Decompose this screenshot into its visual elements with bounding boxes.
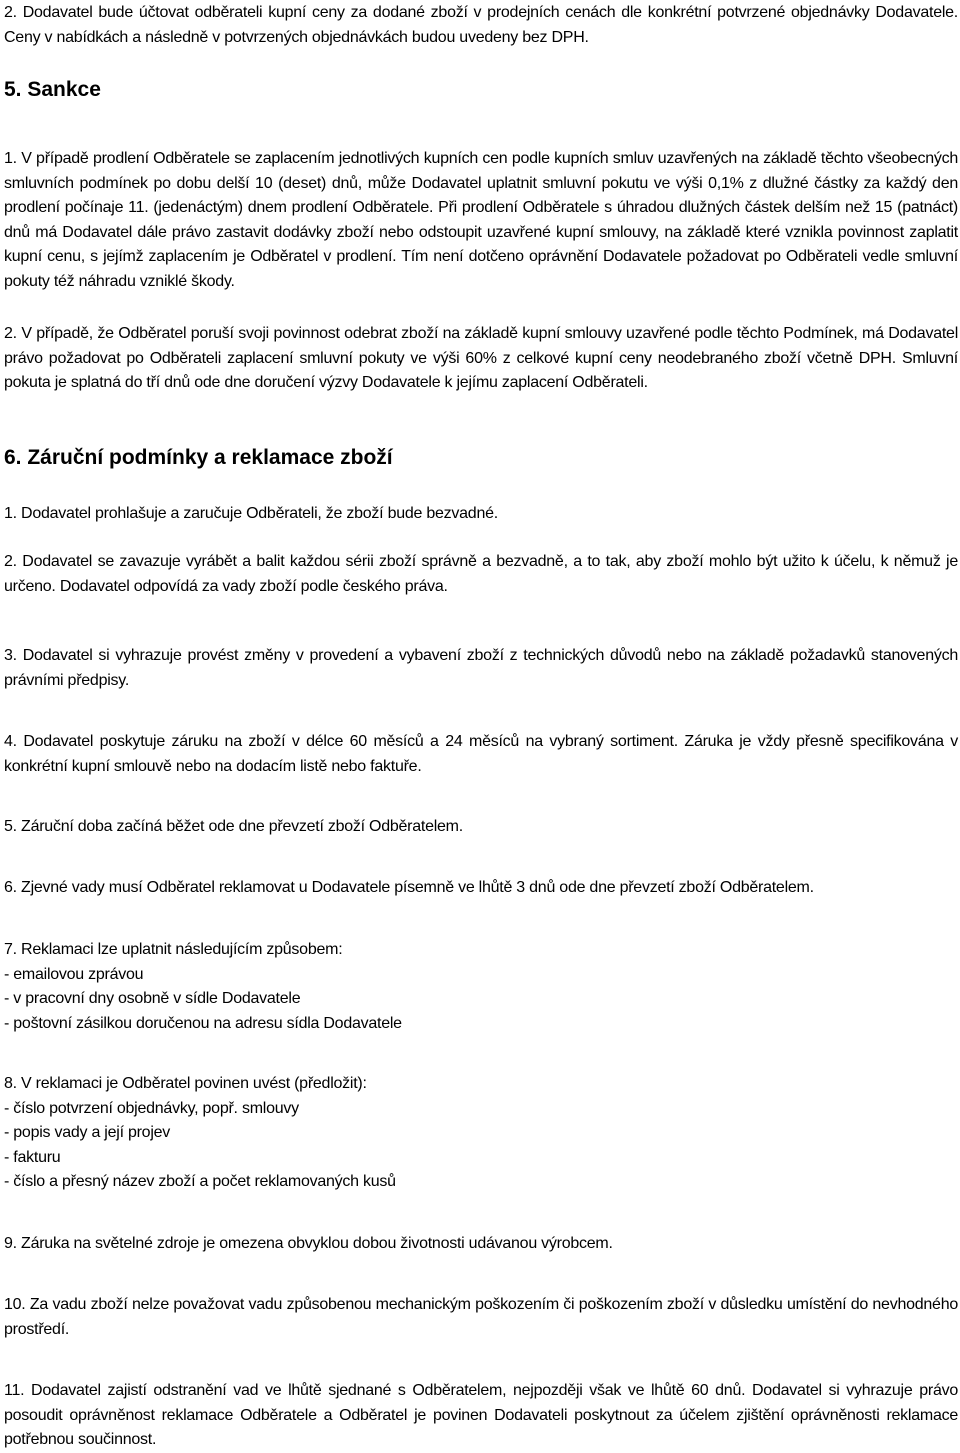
- paragraph-warranty-4: 4. Dodavatel poskytuje záruku na zboží v délce 60 měsíců a 24 měsíců na vybraný sortiment. Záruka je vždy přesně specifikována v konkrétní kupní smlouvě nebo na dodacím listě nebo faktuře.: [4, 733, 958, 775]
- heading-sanctions: 5. Sankce: [4, 78, 101, 101]
- paragraph-warranty-6: 6. Zjevné vady musí Odběratel reklamovat u Dodavatele písemně ve lhůtě 3 dnů ode dne převzetí zboží Odběratelem.: [4, 879, 814, 896]
- paragraph-pricing: 2. Dodavatel bude účtovat odběrateli kupní ceny za dodané zboží v prodejních cenách dle konkrétní potvrzené objednávky Dodavatele. Ceny v nabídkách a následně v potvrzených objednávkách budou uvedeny bez DPH.: [4, 4, 958, 46]
- list-item: - fakturu: [4, 1148, 61, 1166]
- list-item: - poštovní zásilkou doručenou na adresu sídla Dodavatele: [4, 1014, 402, 1032]
- paragraph-warranty-1: 1. Dodavatel prohlašuje a zaručuje Odběrateli, že zboží bude bezvadné.: [4, 505, 498, 522]
- paragraph-sanctions-2: 2. V případě, že Odběratel poruší svoji povinnost odebrat zboží na základě kupní smlouvy uzavřené podle těchto Podmínek, má Dodavatel právo požadovat po Odběrateli zaplacení smluvní pokuty ve výši 60% z celkové kupní ceny neodebraného zboží včetně DPH. Smluvní pokuta je splatná do tří dnů ode dne doručení výzvy Dodavatele k jejímu zaplacení Odběrateli.: [4, 325, 958, 391]
- paragraph-warranty-8: [4, 1072, 958, 1195]
- paragraph-warranty-10: 10. Za vadu zboží nelze považovat vadu způsobenou mechanickým poškozením či poškozením zboží v důsledku umístění do nevhodného prostředí.: [4, 1296, 958, 1338]
- heading-warranty: 6. Záruční podmínky a reklamace zboží: [4, 446, 393, 469]
- paragraph-warranty-5: 5. Záruční doba začíná běžet ode dne převzetí zboží Odběratelem.: [4, 818, 463, 835]
- list-item: - číslo a přesný název zboží a počet reklamovaných kusů: [4, 1173, 396, 1190]
- paragraph-sanctions-1: 1. V případě prodlení Odběratele se zaplacením jednotlivých kupních cen podle kupních smluv uzavřených na základě těchto všeobecných smluvních podmínek po dobu delší 10 (deset) dnů, může Dodavatel uplatnit smluvní pokutu ve výši 0,1% z dlužné částky za každý den prodlení počínaje 11. (jedenáctým) dnem prodlení Odběratele. Při prodlení Odběratele s úhradou dlužných částek delším než 15 (patnáct) dnů má Dodavatel dále právo zastavit dodávky zboží nebo odstoupit uzavřené kupní smlouvy, na základě které vznikla povinnost zaplatit kupní cenu, s jejímž zaplacením je Odběratel v prodlení. Tím není dotčeno oprávnění Dodavatele požadovat po Odběrateli vedle smluvní pokuty též náhradu vzniklé škody.: [4, 150, 958, 290]
- list-item: - emailovou zprávou: [4, 965, 144, 983]
- list-item: - v pracovní dny osobně v sídle Dodavatele: [4, 990, 301, 1007]
- paragraph-warranty-2: 2. Dodavatel se zavazuje vyrábět a balit každou sérii zboží správně a bezvadně, a to tak, aby zboží mohlo být užito k účelu, k němuž je určeno. Dodavatel odpovídá za vady zboží podle českého práva.: [4, 553, 958, 595]
- list-item: - popis vady a její projev: [4, 1124, 171, 1141]
- list-item: - číslo potvrzení objednávky, popř. smlouvy: [4, 1099, 299, 1117]
- list-lead: 7. Reklamaci lze uplatnit následujícím způsobem:: [4, 941, 343, 958]
- paragraph-warranty-11: 11. Dodavatel zajistí odstranění vad ve lhůtě sjednané s Odběratelem, nejpozději však ve lhůtě 60 dnů. Dodavatel si vyhrazuje právo posoudit oprávněnost reklamace Odběratele a Odběratel je povinen Dodavateli poskytnout za účelem zjištění oprávněnosti reklamace potřebnou součinnost.: [4, 1382, 958, 1448]
- paragraph-warranty-7: [4, 938, 958, 1036]
- paragraph-warranty-3: 3. Dodavatel si vyhrazuje provést změny v provedení a vybavení zboží z technických důvodů nebo na základě požadavků stanovených právními předpisy.: [4, 647, 958, 689]
- list-lead: 8. V reklamaci je Odběratel povinen uvést (předložit):: [4, 1075, 367, 1092]
- paragraph-warranty-9: 9. Záruka na světelné zdroje je omezena obvyklou dobou životnosti udávanou výrobcem.: [4, 1235, 613, 1252]
